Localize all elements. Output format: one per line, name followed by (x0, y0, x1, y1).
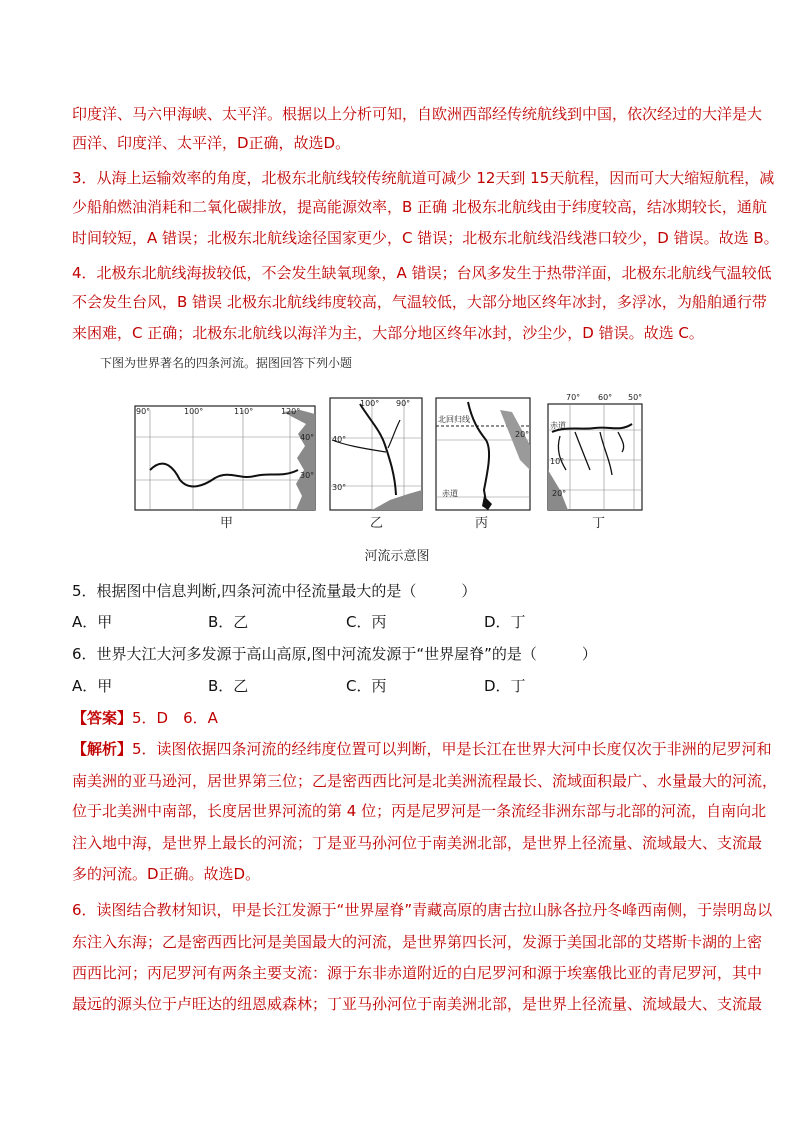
option-a: A．甲 (72, 613, 113, 631)
tick-label: 北回归线 (438, 415, 470, 424)
tick-label: 赤道 (442, 489, 458, 498)
map-label: 丙 (475, 516, 489, 531)
figure-intro: 下图为世界著名的四条河流。据图回答下列小题 (100, 356, 353, 370)
option-d: D．丁 (484, 677, 526, 695)
map-label: 丁 (592, 516, 606, 531)
explanation-line: 西洋、印度洋、太平洋，D正确，故选D。 (72, 134, 351, 152)
option-c: C．丙 (346, 677, 387, 695)
map-ding (548, 393, 642, 510)
analysis-text: 5．读图依据四条河流的经纬度位置可以判断，甲是长江在世界大河中长度仅次于非洲的尼罗河和 (132, 740, 772, 758)
river-maps (0, 0, 794, 540)
analysis-line: 西西比河；丙尼罗河有两条主要支流：源于东非赤道附近的白尼罗河和源于埃塞俄比亚的青尼罗河，其中 (72, 964, 763, 982)
analysis-tag: 【解析】 (72, 740, 133, 758)
tick-label: 100° (360, 399, 380, 408)
tick-label: 10° (550, 457, 565, 466)
tick-label: 110° (234, 407, 254, 416)
tick-label: 30° (300, 471, 315, 480)
explanation-line: 时间较短，A 错误；北极东北航线途径国家更少，C 错误；北极东北航线沿线港口较少，D 错误。故选 B。 (72, 229, 779, 247)
tick-label: 40° (300, 433, 315, 442)
option-d: D．丁 (484, 613, 526, 631)
tick-label: 20° (515, 430, 530, 439)
option-b: B．乙 (208, 613, 249, 631)
tick-label: 90° (136, 407, 151, 416)
answer-text: 5．D 6．A (132, 709, 218, 727)
analysis-line: 南美洲的亚马逊河，居世界第三位；乙是密西西比河是北美洲流程最长、流域面积最广、水量最大的河流， (72, 772, 778, 790)
analysis-line: 6．读图结合教材知识，甲是长江发源于“世界屋脊”青藏高原的唐古拉山脉各拉丹冬峰西南侧，于崇明岛以 (72, 901, 773, 919)
tick-label: 100° (184, 407, 204, 416)
map-yi (330, 398, 422, 510)
analysis-line: 位于北美洲中南部，长度居世界河流的第 4 位；丙是尼罗河是一条流经非洲东部与北部的河流，自南向北 (72, 802, 767, 820)
answer-line (72, 707, 218, 728)
tick-label: 50° (628, 393, 643, 402)
option-a: A．甲 (72, 677, 113, 695)
explanation-line: 3．从海上运输效率的角度，北极东北航线较传统航道可减少 12天到 15天航程，因而可大大缩短航程，减 (72, 169, 775, 187)
option-b: B．乙 (208, 677, 249, 695)
option-c: C．丙 (346, 613, 387, 631)
explanation-line: 少船舶燃油消耗和二氧化碳排放，提高能源效率，B 正确 北极东北航线由于纬度较高，结冰期较长，通航 (72, 198, 767, 216)
explanation-line: 来困难，C 正确；北极东北航线以海洋为主，大部分地区终年冰封，沙尘少，D 错误。故选 C。 (72, 324, 704, 342)
tick-label: 30° (332, 483, 347, 492)
explanation-line: 不会发生台风，B 错误 北极东北航线纬度较高，气温较低，大部分地区终年冰封，多浮冰，为船舶通行带 (72, 293, 767, 311)
analysis-line: 最远的源头位于卢旺达的纽恩威森林；丁亚马孙河位于南美洲北部，是世界上径流量、流域最大、支流最 (72, 995, 763, 1013)
map-label: 乙 (370, 516, 384, 531)
tick-label: 20° (552, 489, 567, 498)
answer-tag: 【答案】 (72, 709, 133, 727)
map-bing (436, 398, 530, 510)
figure-caption: 河流示意图 (364, 549, 430, 564)
tick-label: 赤道 (550, 421, 566, 430)
question-stem: 5．根据图中信息判断,四条河流中径流量最大的是（ ） (72, 582, 477, 600)
analysis-line: 注入地中海，是世界上最长的河流；丁是亚马孙河位于南美洲北部，是世界上径流量、流域最大、支流最 (72, 834, 763, 852)
tick-label: 70° (566, 393, 581, 402)
explanation-line: 印度洋、马六甲海峡、太平洋。根据以上分析可知，自欧洲西部经传统航线到中国，依次经过的大洋是大 (72, 105, 763, 123)
map-jia (135, 406, 315, 510)
tick-label: 120° (281, 407, 301, 416)
map-label: 甲 (220, 516, 234, 531)
tick-label: 60° (598, 393, 613, 402)
explanation-line: 4．北极东北航线海拔较低，不会发生缺氧现象，A 错误；台风多发生于热带洋面，北极东北航线气温较低 (72, 264, 772, 282)
question-stem: 6．世界大江大河多发源于高山高原,图中河流发源于“世界屋脊”的是（ ） (72, 645, 597, 663)
analysis-line: 多的河流。D正确。故选D。 (72, 865, 261, 883)
analysis-line (72, 738, 772, 759)
analysis-line: 东注入东海；乙是密西西比河是美国最大的河流，是世界第四长河，发源于美国北部的艾塔斯卡湖的上密 (72, 933, 763, 951)
tick-label: 90° (396, 399, 411, 408)
tick-label: 40° (332, 435, 347, 444)
